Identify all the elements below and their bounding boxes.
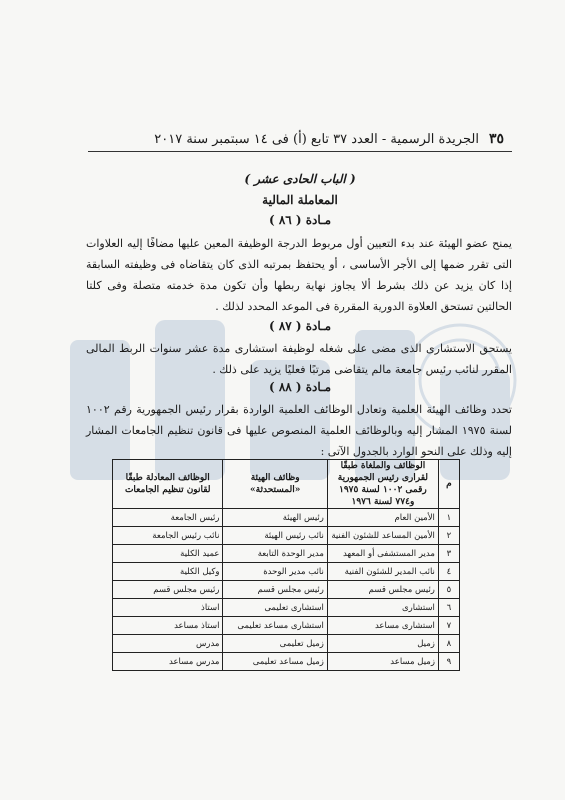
cell-equivalent-position: عميد الكلية	[113, 545, 223, 563]
equivalence-table	[112, 459, 460, 671]
article-heading: مـادة ( ٨٦ )	[268, 213, 331, 227]
row-index: ٩	[438, 653, 459, 671]
cell-equivalent-position: وكيل الكلية	[113, 563, 223, 581]
cell-old-position: نائب المدير للشئون الفنية	[327, 563, 438, 581]
article-text: تحدد وظائف الهيئة العلمية وتعادل الوظائف العلمية الواردة بقرار رئيس الجمهورية رقم ١٠٠٢ لسنة ١٩٧٥ المشار إليه وبالوظائف العلمية المنصوص عليها فى قانون تنظيم الجامعات المشار إليه وذلك على النحو الوارد بالجدول الآتى :	[86, 403, 512, 458]
cell-equivalent-position: رئيس مجلس قسم	[113, 581, 223, 599]
row-index: ٥	[438, 581, 459, 599]
chapter-subtitle: المعاملة المالية	[262, 193, 338, 207]
page-number: ٣٥	[488, 131, 504, 147]
cell-new-position: زميل مساعد تعليمى	[223, 653, 327, 671]
cell-new-position: نائب رئيس الهيئة	[223, 527, 327, 545]
cell-old-position: الأمين المساعد للشئون الفنية	[327, 527, 438, 545]
chapter-title: ( الباب الحادى عشر )	[244, 172, 356, 186]
table-row	[113, 563, 460, 581]
cell-new-position: نائب مدير الوحدة	[223, 563, 327, 581]
cell-old-position: استشارى	[327, 599, 438, 617]
table-header-row	[113, 460, 460, 509]
row-index: ٣	[438, 545, 459, 563]
row-index: ٢	[438, 527, 459, 545]
cell-old-position: رئيس مجلس قسم	[327, 581, 438, 599]
cell-new-position: رئيس الهيئة	[223, 509, 327, 527]
cell-equivalent-position: استاذ	[113, 599, 223, 617]
table-row	[113, 599, 460, 617]
column-header: وظائف الهيئة «المستحدثة»	[223, 460, 327, 509]
article-heading: مـادة ( ٨٧ )	[268, 319, 331, 333]
table-row	[113, 635, 460, 653]
cell-new-position: مدير الوحدة التابعة	[223, 545, 327, 563]
cell-new-position: رئيس مجلس قسم	[223, 581, 327, 599]
row-index: ٧	[438, 617, 459, 635]
row-index: ١	[438, 509, 459, 527]
table-row	[113, 581, 460, 599]
cell-old-position: زميل مساعد	[327, 653, 438, 671]
article-text: يمنح عضو الهيئة عند بدء التعيين أول مربوط الدرجة الوظيفة المعين عليها مضافًا إليه العلاوات التى تقرر ضمها إلى الأجر الأساسى ، أو يحتفظ بمرتبه الذى كان يتقاضاه فى وظيفته السابقة إذا كان يزيد عن ذلك بشرط ألا يجاوز نهاية ربطها وأن تكون مدة خدمته متصلة وفى كلتا الحالتين تستحق العلاوة الدورية المقررة فى الموعد المحدد لذلك .	[86, 237, 512, 313]
row-index: ٦	[438, 599, 459, 617]
column-header: الوظائف والملغاة طبقًا لقرارى رئيس الجمهورية رقمى ١٠٠٢ لسنة ١٩٧٥ و٧٧٤ لسنة ١٩٧٦	[327, 460, 438, 509]
cell-old-position: الأمين العام	[327, 509, 438, 527]
article-heading: مـادة ( ٨٨ )	[268, 380, 331, 394]
page-header	[90, 128, 510, 150]
table-row	[113, 545, 460, 563]
cell-old-position: زميل	[327, 635, 438, 653]
table-row	[113, 653, 460, 671]
table-row	[113, 617, 460, 635]
cell-new-position: زميل تعليمى	[223, 635, 327, 653]
row-index: ٨	[438, 635, 459, 653]
cell-equivalent-position: مدرس	[113, 635, 223, 653]
table-row	[113, 509, 460, 527]
article-text: يستحق الاستشارى الذى مضى على شغله لوظيفة استشارى مدة عشر سنوات الربط المالى المقرر لنائب رئيس جامعة مالم يتقاضى مرتبًا فعليًا يزيد على ذلك .	[86, 342, 512, 376]
cell-equivalent-position: استاذ مساعد	[113, 617, 223, 635]
gazette-title: الجريدة الرسمية - العدد ٣٧ تابع (أ) فى ١٤ سبتمبر سنة ٢٠١٧	[154, 131, 479, 147]
cell-old-position: استشارى مساعد	[327, 617, 438, 635]
cell-old-position: مدير المستشفى أو المعهد	[327, 545, 438, 563]
cell-new-position: استشارى تعليمى	[223, 599, 327, 617]
column-header: الوظائف المعادلة طبقًا لقانون تنظيم الجامعات	[113, 460, 223, 509]
cell-equivalent-position: نائب رئيس الجامعة	[113, 527, 223, 545]
cell-equivalent-position: مدرس مساعد	[113, 653, 223, 671]
row-index: ٤	[438, 563, 459, 581]
header-divider	[88, 151, 512, 152]
table-row	[113, 527, 460, 545]
cell-equivalent-position: رئيس الجامعة	[113, 509, 223, 527]
cell-new-position: استشارى مساعد تعليمى	[223, 617, 327, 635]
column-header: م	[438, 460, 459, 509]
